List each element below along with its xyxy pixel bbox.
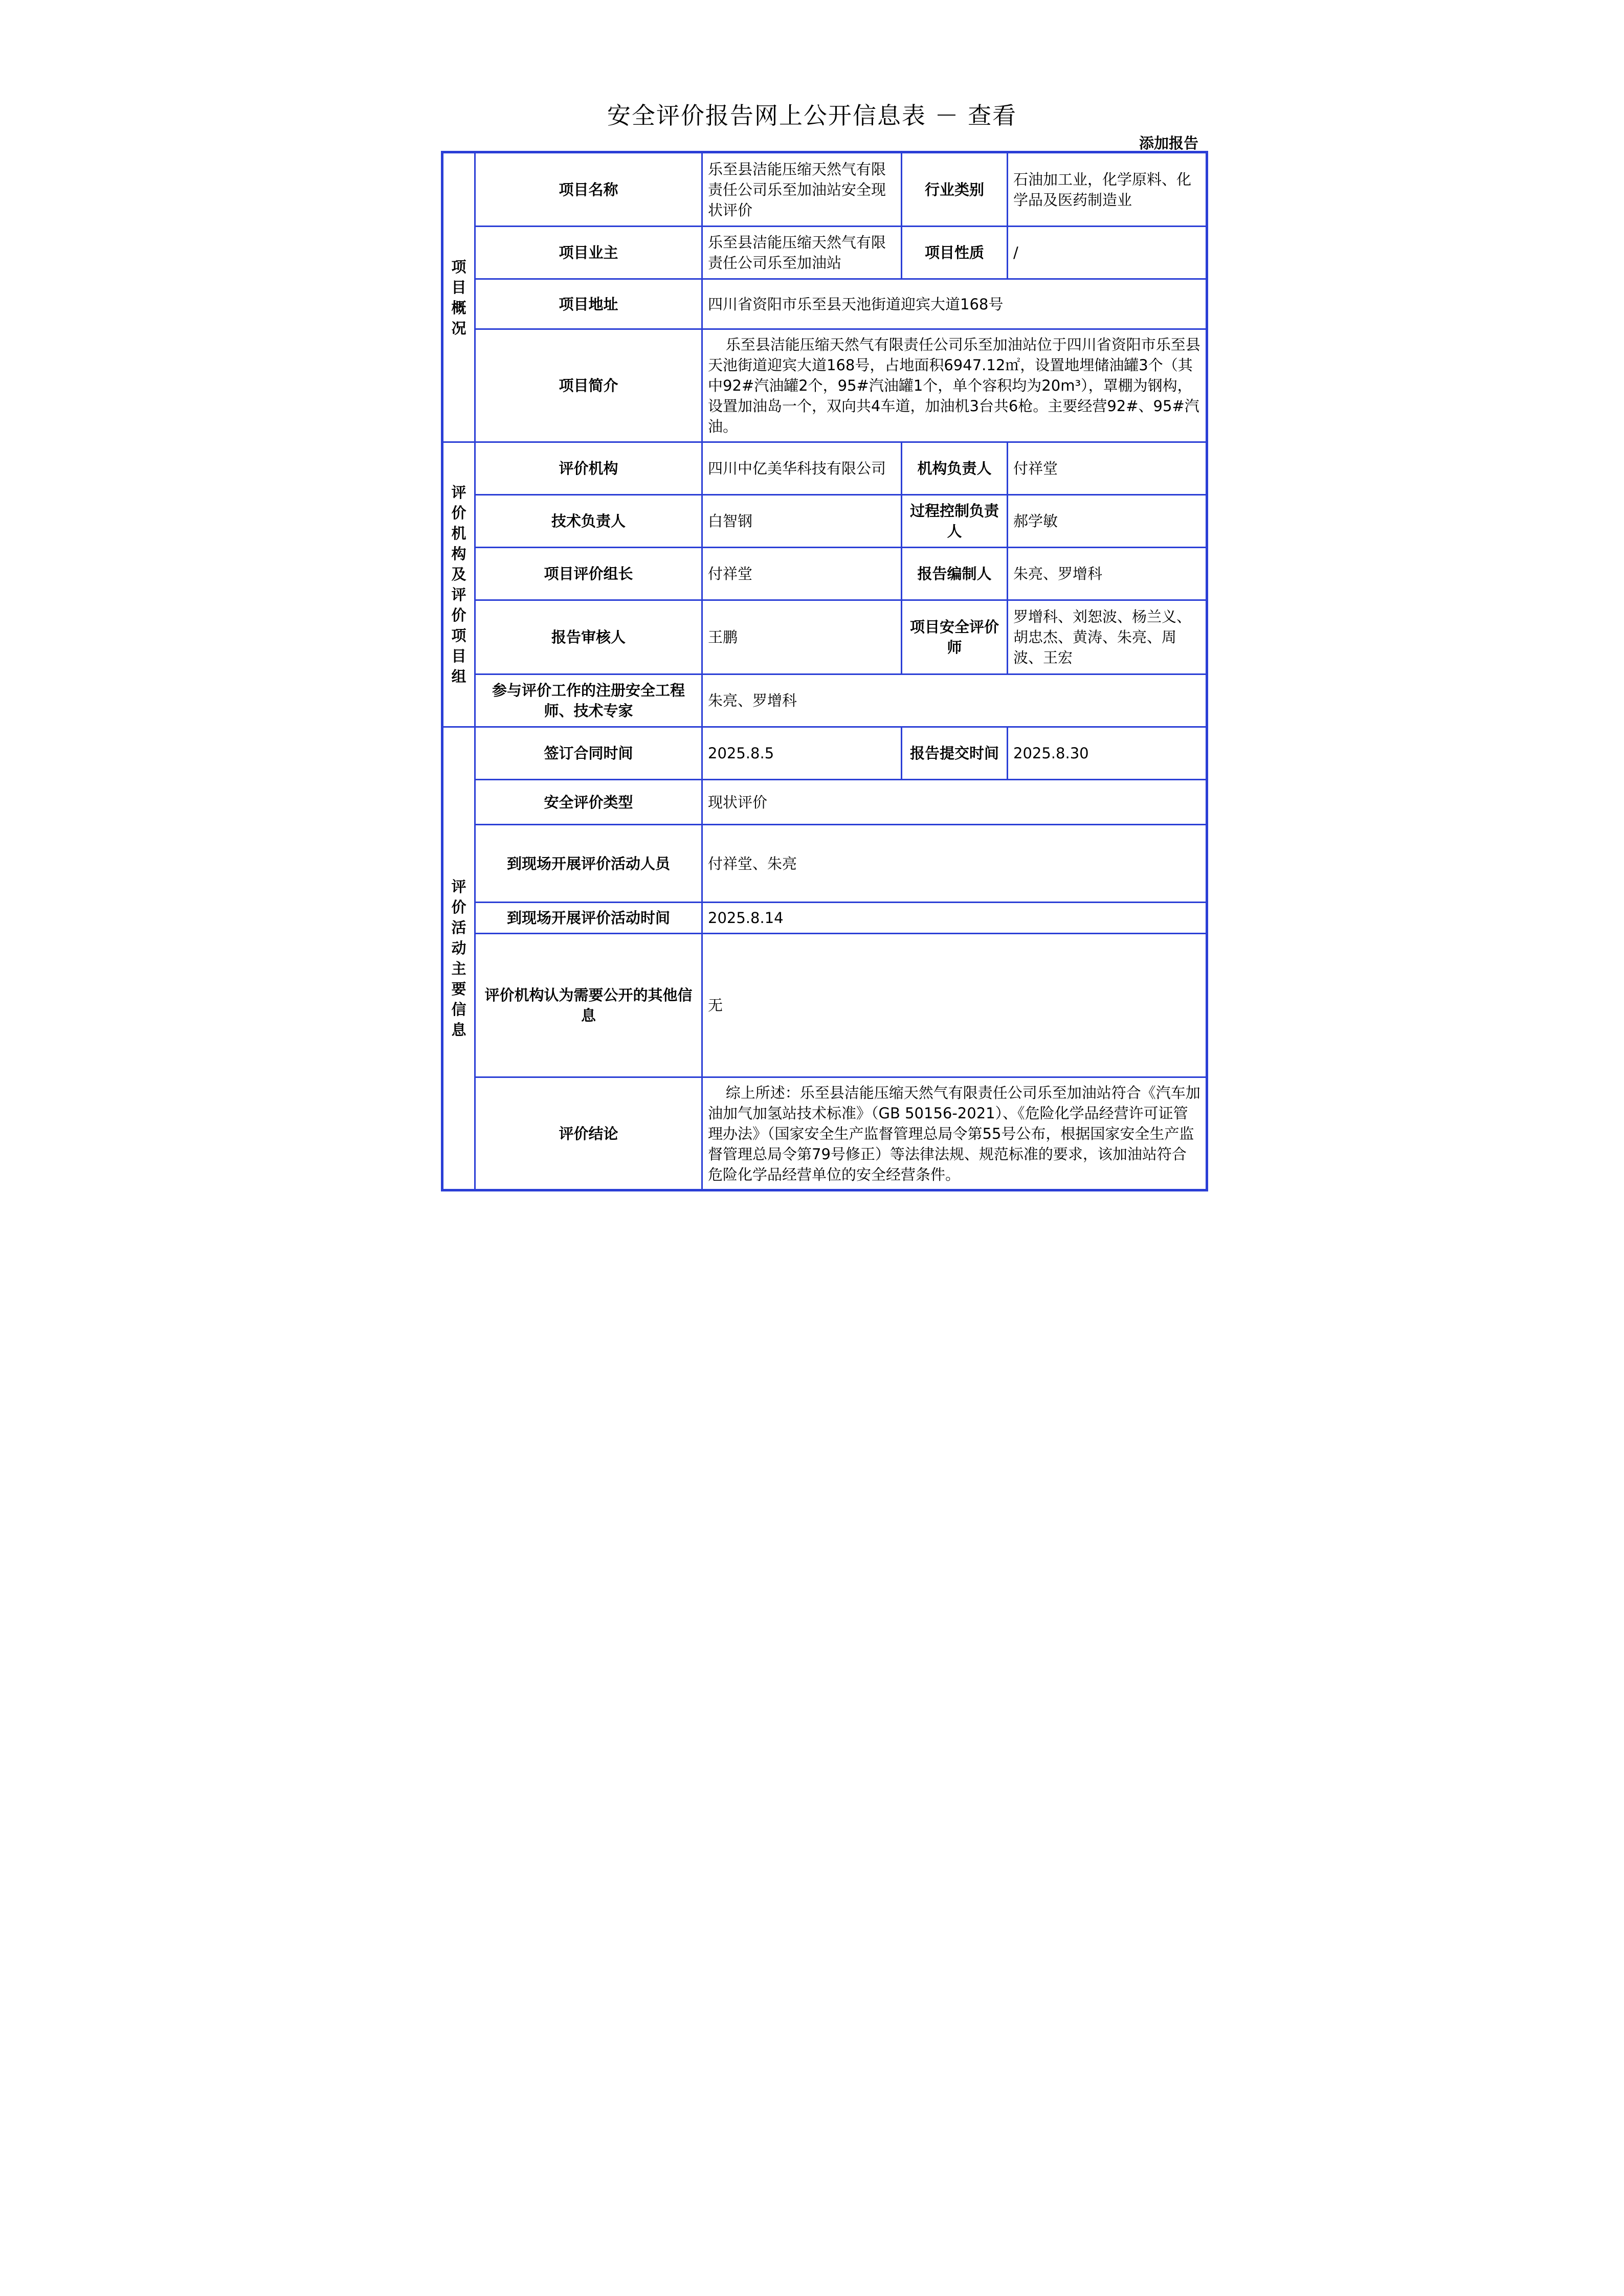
onsite-staff-label: 到现场开展评价活动人员	[475, 825, 702, 903]
project-address-value: 四川省资阳市乐至县天池街道迎宾大道168号	[702, 279, 1207, 329]
table-row	[442, 152, 1207, 227]
table-row	[442, 329, 1207, 442]
industry-label: 行业类别	[902, 152, 1008, 227]
report-reviewer-label: 报告审核人	[475, 600, 702, 674]
table-row	[442, 227, 1207, 279]
onsite-staff-value: 付祥堂、朱亮	[702, 825, 1207, 903]
conclusion-label: 评价结论	[475, 1077, 702, 1190]
project-owner-label: 项目业主	[475, 227, 702, 279]
project-name-label: 项目名称	[475, 152, 702, 227]
tech-head-value: 白智钢	[702, 495, 902, 548]
other-info-label: 评价机构认为需要公开的其他信息	[475, 934, 702, 1077]
project-intro-value: 乐至县洁能压缩天然气有限责任公司乐至加油站位于四川省资阳市乐至县天池街道迎宾大道168号，占地面积6947.12㎡，设置地埋储油罐3个（其中92#汽油罐2个，95#汽油罐1个，单个容积均为20m³），罩棚为钢构，设置加油岛一个，双向共4车道，加油机3台共6枪。主要经营92#、95#汽油。	[702, 329, 1207, 442]
info-table	[441, 151, 1208, 1191]
table-row	[442, 825, 1207, 903]
table-row	[442, 442, 1207, 495]
onsite-time-value: 2025.8.14	[702, 903, 1207, 934]
submit-date-label: 报告提交时间	[902, 727, 1008, 780]
section-org: 评价机构及评价项目组	[442, 442, 475, 727]
add-report-link[interactable]: 添加报告	[1139, 134, 1198, 152]
project-intro-label: 项目简介	[475, 329, 702, 442]
table-row	[442, 495, 1207, 548]
project-nature-value: /	[1008, 227, 1207, 279]
report-compiler-label: 报告编制人	[902, 548, 1008, 600]
tech-head-label: 技术负责人	[475, 495, 702, 548]
table-row	[442, 600, 1207, 674]
assessment-type-label: 安全评价类型	[475, 780, 702, 825]
page-title: 安全评价报告网上公开信息表 － 查看	[607, 102, 1017, 129]
project-nature-label: 项目性质	[902, 227, 1008, 279]
table-row	[442, 934, 1207, 1077]
agency-label: 评价机构	[475, 442, 702, 495]
agency-head-value: 付祥堂	[1008, 442, 1207, 495]
assessment-type-value: 现状评价	[702, 780, 1207, 825]
experts-value: 朱亮、罗增科	[702, 674, 1207, 727]
report-reviewer-value: 王鹏	[702, 600, 902, 674]
project-address-label: 项目地址	[475, 279, 702, 329]
section-overview: 项目概况	[442, 152, 475, 442]
industry-value: 石油加工业，化学原料、化学品及医药制造业	[1008, 152, 1207, 227]
agency-head-label: 机构负责人	[902, 442, 1008, 495]
table-row	[442, 780, 1207, 825]
process-head-value: 郝学敏	[1008, 495, 1207, 548]
table-row	[442, 727, 1207, 780]
table-row	[442, 903, 1207, 934]
project-name-value: 乐至县洁能压缩天然气有限责任公司乐至加油站安全现状评价	[702, 152, 902, 227]
team-leader-value: 付祥堂	[702, 548, 902, 600]
contract-date-label: 签订合同时间	[475, 727, 702, 780]
table-row	[442, 674, 1207, 727]
process-head-label: 过程控制负责人	[902, 495, 1008, 548]
safety-assessors-label: 项目安全评价师	[902, 600, 1008, 674]
team-leader-label: 项目评价组长	[475, 548, 702, 600]
conclusion-value: 综上所述：乐至县洁能压缩天然气有限责任公司乐至加油站符合《汽车加油加气加氢站技术标准》（GB 50156-2021）、《危险化学品经营许可证管理办法》（国家安全生产监督管理总局令第55号公布，根据国家安全生产监督管理总局令第79号修正）等法律法规、规范标准的要求，该加油站符合危险化学品经营单位的安全经营条件。	[702, 1077, 1207, 1190]
table-row	[442, 279, 1207, 329]
project-owner-value: 乐至县洁能压缩天然气有限责任公司乐至加油站	[702, 227, 902, 279]
report-compiler-value: 朱亮、罗增科	[1008, 548, 1207, 600]
table-row	[442, 548, 1207, 600]
section-activity: 评价活动主要信息	[442, 727, 475, 1190]
experts-label: 参与评价工作的注册安全工程师、技术专家	[475, 674, 702, 727]
contract-date-value: 2025.8.5	[702, 727, 902, 780]
other-info-value: 无	[702, 934, 1207, 1077]
onsite-time-label: 到现场开展评价活动时间	[475, 903, 702, 934]
safety-assessors-value: 罗增科、刘恕波、杨兰义、胡忠杰、黄涛、朱亮、周波、王宏	[1008, 600, 1207, 674]
agency-value: 四川中亿美华科技有限公司	[702, 442, 902, 495]
submit-date-value: 2025.8.30	[1008, 727, 1207, 780]
table-row	[442, 1077, 1207, 1190]
